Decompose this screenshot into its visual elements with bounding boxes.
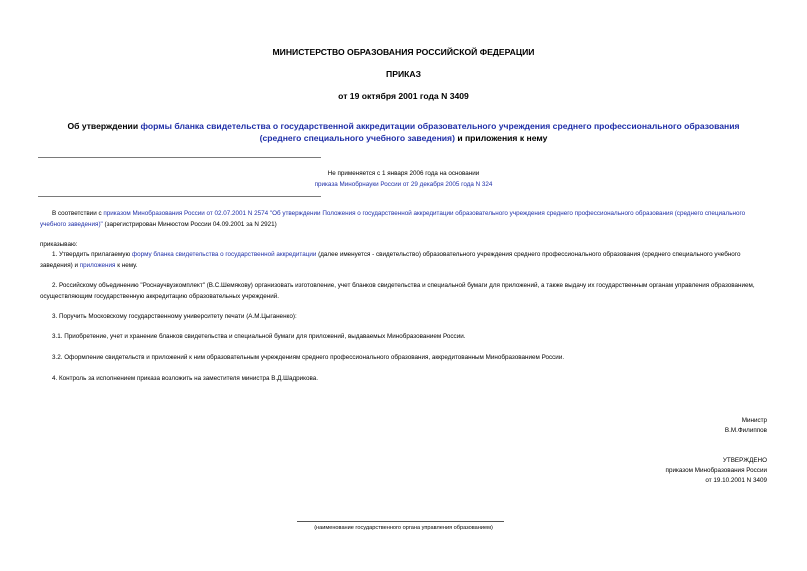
title-link[interactable]: формы бланка свидетельства о государственной аккредитации образовательного учреждения среднего профессионального образования (среднего специального учебного заведения) <box>140 121 740 143</box>
caption-underline <box>297 521 504 522</box>
approved-date: от 19.10.2001 N 3409 <box>705 477 767 484</box>
preamble-suffix: (зарегистрирован Минюстом России 04.09.2001 за N 2921) <box>102 220 277 228</box>
item-1-form-link[interactable]: форму бланка свидетельства о государственной аккредитации <box>131 251 317 258</box>
approved-by: приказом Минобразования России <box>665 467 767 474</box>
preamble-link[interactable]: приказом Минобразования России от 02.07.2001 N 2574 "Об утверждении Положения о государственной аккредитации образовательного учреждения среднего профессионального образования (среднего специального учебного заведения)" <box>40 210 746 228</box>
preamble-paragraph <box>40 209 768 230</box>
divider-bottom <box>38 196 321 197</box>
item-3-2-paragraph: 3.2. Оформление свидетельств и приложений к ним образовательным учреждениям среднего профессионального образования, аккредитованным Минобразованием России. <box>52 354 565 361</box>
item-2-paragraph: 2. Российскому объединению "Роснаучвузкомплект" (В.С.Шемякову) организовать изготовление, учет бланков свидетельства и специальной бумаги для приложений, а также выдачу их государственным органам управления образованием, осуществляющим государственную аккредитацию образовательных учреждений. <box>40 282 755 300</box>
signer-position: Министр <box>741 417 767 424</box>
doc-type-heading: ПРИКАЗ <box>386 69 421 79</box>
item-1-suffix: к нему. <box>115 261 138 269</box>
item-1-middle: (далее именуется - свидетельство) образовательного учреждения среднего профессионального образования (среднего специального учебного заведения) и <box>40 251 741 269</box>
preamble-prefix: В соответствии с <box>52 210 104 217</box>
footer-caption: (наименование государственного органа управления образованием) <box>314 525 493 531</box>
orders-label: приказываю: <box>40 241 78 248</box>
divider-top <box>38 157 321 158</box>
item-3-1-paragraph: 3.1. Приобретение, учет и хранение бланков свидетельства и специальной бумаги для приложений, выдаваемых Минобразованием России. <box>52 333 466 340</box>
ministry-heading: МИНИСТЕРСТВО ОБРАЗОВАНИЯ РОССИЙСКОЙ ФЕДЕРАЦИИ <box>272 47 535 57</box>
item-3-paragraph: 3. Поручить Московскому государственному университету печати (А.М.Цыганенко): <box>52 313 297 320</box>
title-prefix: Об утверждении <box>67 121 141 131</box>
item-1-appendix-link[interactable]: приложения <box>79 261 116 269</box>
doc-date-number: от 19 октября 2001 года N 3409 <box>338 91 469 101</box>
item-1-prefix: 1. Утвердить прилагаемую <box>52 251 132 258</box>
signer-name: В.М.Филиппов <box>724 427 767 434</box>
approved-label: УТВЕРЖДЕНО <box>722 457 767 464</box>
item-1-paragraph <box>40 250 768 271</box>
item-4-paragraph: 4. Контроль за исполнением приказа возложить на заместителя министра В.Д.Шадрикова. <box>52 375 318 382</box>
title-suffix: и приложения к нему <box>454 133 548 143</box>
notice-link[interactable]: приказа Минобрнауки России от 29 декабря 2005 года N 324 <box>314 181 493 188</box>
notice-line: Не применяется с 1 января 2006 года на основании <box>327 170 480 177</box>
doc-title <box>50 120 757 144</box>
